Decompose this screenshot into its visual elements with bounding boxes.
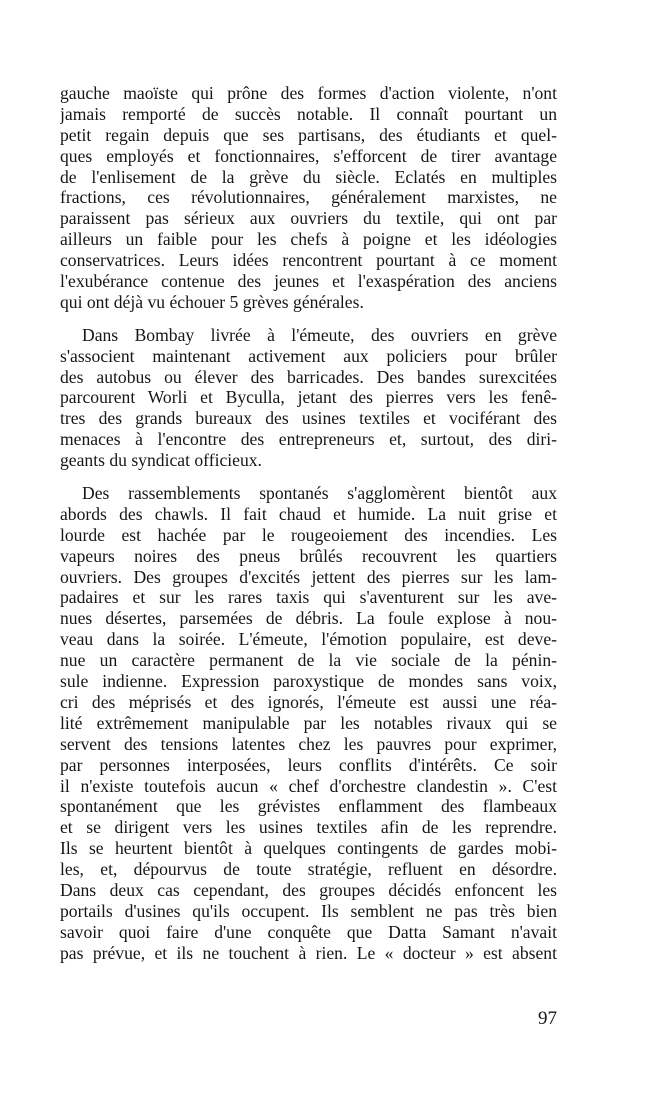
paragraph-1 [60,83,557,313]
text-line: jamais remporté de succès notable. Il connaît pourtant un [60,103,557,124]
text-line: ques employés et fonctionnaires, s'efforcent de tirer avantage [60,145,557,166]
text-line: l'exubérance contenue des jeunes et l'exaspération des anciens [60,271,557,292]
text-line: il n'existe toutefois aucun « chef d'orchestre clandestin ». C'est [60,775,557,796]
text-line: geants du syndicat officieux. [60,450,262,471]
text-line: petit regain depuis que ses partisans, des étudiants et quel- [60,124,557,145]
text-line: pas prévue, et ils ne touchent à rien. Le « docteur » est absent [60,942,557,963]
text-line: tres des grands bureaux des usines textiles et vociférant des [60,408,557,429]
text-line: abords des chawls. Il fait chaud et humide. La nuit grise et [60,503,557,524]
text-line: portails d'usines qu'ils occupent. Ils semblent ne pas très bien [60,900,557,921]
paragraph-3 [60,483,557,963]
text-line: servent des tensions latentes chez les pauvres pour exprimer, [60,733,557,754]
text-line: nues désertes, parsemées de débris. La foule explose à nou- [60,608,557,629]
text-line: spontanément que les grévistes enflamment des flambeaux [60,796,557,817]
text-line: Ils se heurtent bientôt à quelques contingents de gardes mobi- [60,838,557,859]
paragraph-gap [60,471,557,483]
text-line: Dans Bombay livrée à l'émeute, des ouvriers en grève [82,324,557,345]
text-line: padaires et sur les rares taxis qui s'aventurent sur les ave- [60,587,557,608]
text-line: ouvriers. Des groupes d'excités jettent des pierres sur les lam- [60,566,557,587]
text-line: les, et, dépourvus de toute stratégie, refluent en désordre. [60,859,557,880]
text-line: qui ont déjà vu échouer 5 grèves générales. [60,291,364,312]
text-line: savoir quoi faire d'une conquête que Datta Samant n'avait [60,921,557,942]
text-line: lité extrêmement manipulable par les notables rivaux qui se [60,712,557,733]
text-line: et se dirigent vers les usines textiles afin de les reprendre. [60,817,557,838]
text-line: Des rassemblements spontanés s'agglomèrent bientôt aux [82,483,557,504]
text-line: veau dans la soirée. L'émeute, l'émotion populaire, est deve- [60,629,557,650]
text-line: Dans deux cas cependant, des groupes décidés enfoncent les [60,879,557,900]
page-number: 97 [538,1008,557,1029]
text-line: par personnes interposées, leurs conflits d'intérêts. Ce soir [60,754,557,775]
text-line: ailleurs un faible pour les chefs à poigne et les idéologies [60,229,557,250]
text-line: paraissent pas sérieux aux ouvriers du textile, qui ont par [60,208,557,229]
text-line: sule indienne. Expression paroxystique de mondes sans voix, [60,671,557,692]
paragraph-gap [60,313,557,325]
text-line: parcourent Worli et Byculla, jetant des pierres vers les fenê- [60,387,557,408]
paragraph-2 [60,325,557,471]
text-line: des autobus ou élever des barricades. Des bandes surexcitées [60,366,557,387]
text-line: fractions, ces révolutionnaires, généralement marxistes, ne [60,187,557,208]
text-line: de l'enlisement de la grève du siècle. Eclatés en multiples [60,166,557,187]
text-line: gauche maoïste qui prône des formes d'action violente, n'ont [60,83,557,103]
text-line: lourde est hachée par le rougeoiement des incendies. Les [60,524,557,545]
text-line: menaces à l'encontre des entrepreneurs et, surtout, des diri- [60,429,557,450]
text-line: s'associent maintenant activement aux policiers pour brûler [60,345,557,366]
text-line: cri des méprisés et des ignorés, l'émeute est aussi une réa- [60,691,557,712]
text-line: vapeurs noires des pneus brûlés recouvrent les quartiers [60,545,557,566]
text-line: nue un caractère permanent de la vie sociale de la pénin- [60,650,557,671]
text-line: conservatrices. Leurs idées rencontrent pourtant à ce moment [60,250,557,271]
body-text [60,83,557,964]
